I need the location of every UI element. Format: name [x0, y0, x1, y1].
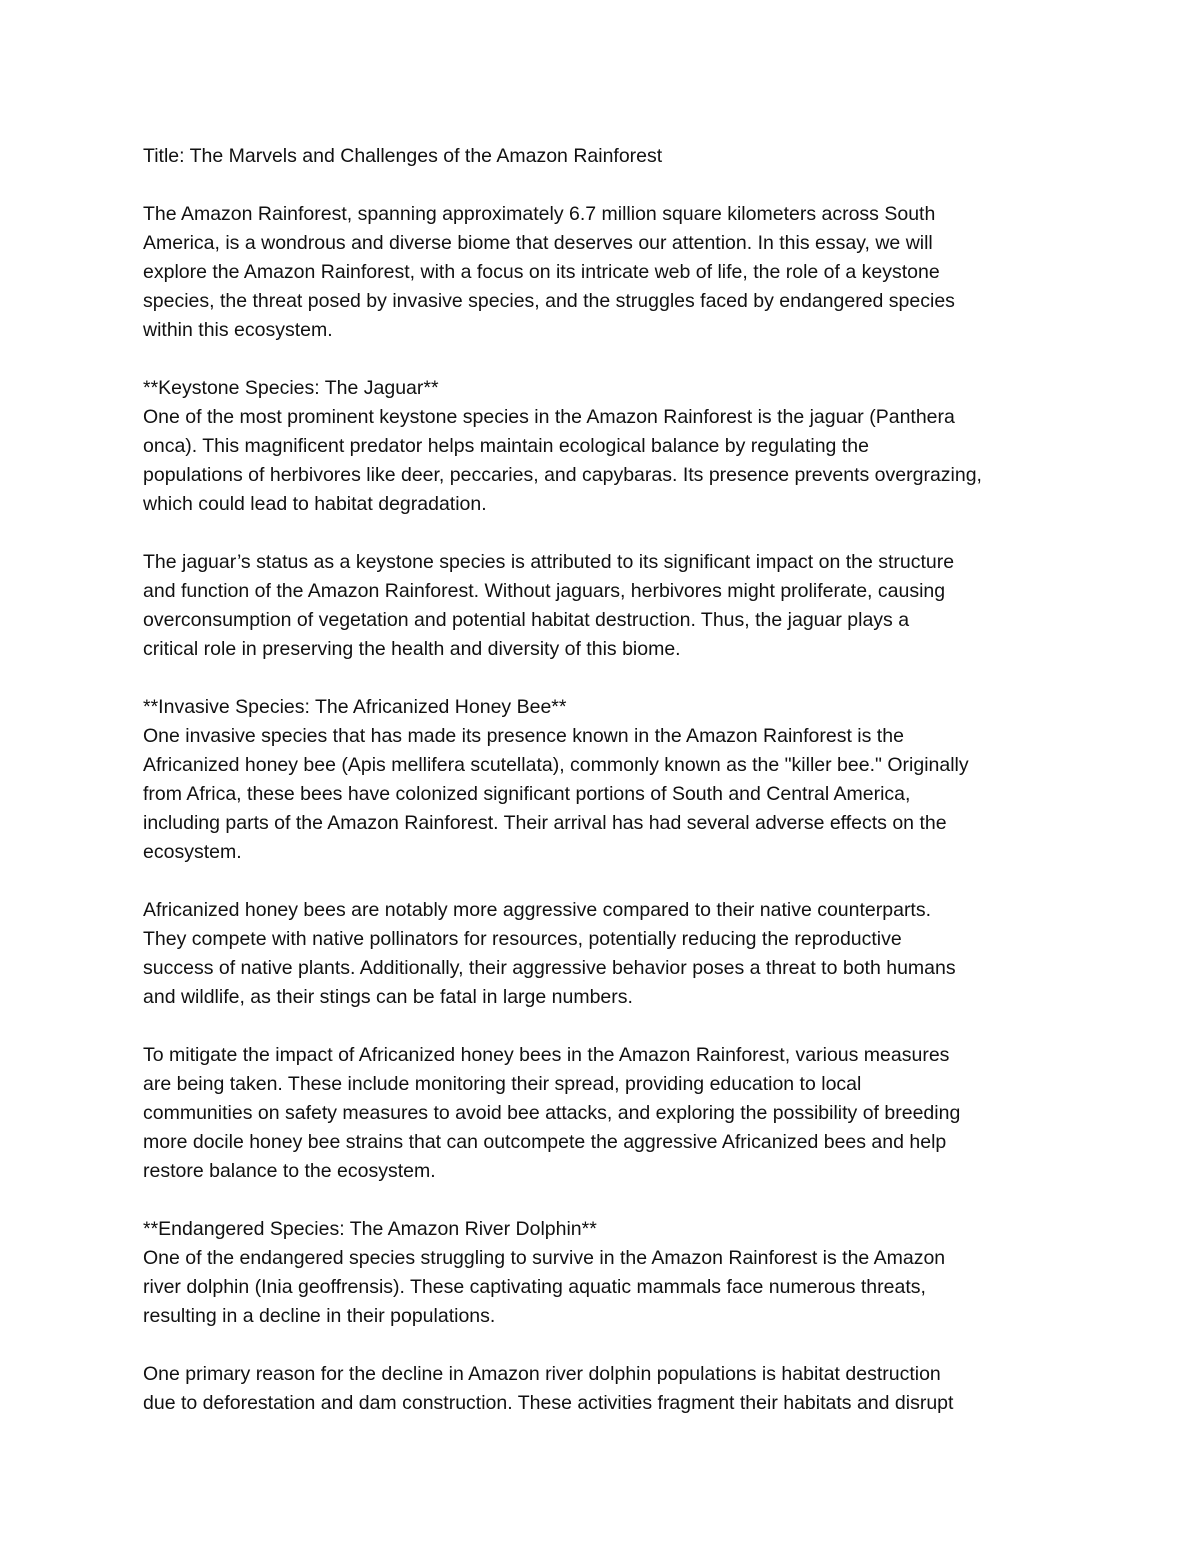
text-line: species, the threat posed by invasive species, and the struggles faced by endangered species [143, 290, 955, 312]
text-line: They compete with native pollinators for resources, potentially reducing the reproductive [143, 928, 902, 950]
text-line: onca). This magnificent predator helps maintain ecological balance by regulating the [143, 435, 869, 457]
text-line: and function of the Amazon Rainforest. Without jaguars, herbivores might proliferate, causing [143, 580, 946, 602]
keystone-paragraph-2 [143, 548, 1083, 664]
text-line: explore the Amazon Rainforest, with a focus on its intricate web of life, the role of a keystone [143, 261, 940, 283]
invasive-paragraph-2 [143, 896, 1083, 1012]
text-line: The Amazon Rainforest, spanning approximately 6.7 million square kilometers across South [143, 203, 936, 225]
text-line: Africanized honey bees are notably more aggressive compared to their native counterparts. [143, 899, 932, 921]
text-line: resulting in a decline in their populations. [143, 1305, 496, 1327]
text-line: overconsumption of vegetation and potential habitat destruction. Thus, the jaguar plays a [143, 609, 910, 631]
text-line: success of native plants. Additionally, their aggressive behavior poses a threat to both humans [143, 957, 956, 979]
endangered-paragraph-1 [143, 1215, 1083, 1331]
text-line: restore balance to the ecosystem. [143, 1160, 436, 1182]
text-line: ecosystem. [143, 841, 242, 863]
text-line: and wildlife, as their stings can be fatal in large numbers. [143, 986, 633, 1008]
text-line: One of the endangered species struggling to survive in the Amazon Rainforest is the Amazon [143, 1247, 946, 1269]
invasive-paragraph-1 [143, 693, 1083, 867]
section-heading: **Endangered Species: The Amazon River Dolphin** [143, 1218, 597, 1240]
text-line: One invasive species that has made its presence known in the Amazon Rainforest is the [143, 725, 904, 747]
invasive-paragraph-3 [143, 1041, 1083, 1186]
text-line: from Africa, these bees have colonized significant portions of South and Central America, [143, 783, 911, 805]
text-line: are being taken. These include monitoring their spread, providing education to local [143, 1073, 862, 1095]
text-line: America, is a wondrous and diverse biome that deserves our attention. In this essay, we will [143, 232, 933, 254]
section-heading: **Keystone Species: The Jaguar** [143, 377, 439, 399]
document-title [143, 142, 1083, 171]
section-heading: **Invasive Species: The Africanized Honey Bee** [143, 696, 567, 718]
text-line: Africanized honey bee (Apis mellifera scutellata), commonly known as the "killer bee." Originally [143, 754, 969, 776]
text-line: populations of herbivores like deer, peccaries, and capybaras. Its presence prevents overgrazing, [143, 464, 982, 486]
title-line: Title: The Marvels and Challenges of the Amazon Rainforest [143, 145, 663, 167]
intro-paragraph [143, 200, 1083, 345]
endangered-paragraph-2 [143, 1360, 1083, 1418]
keystone-paragraph-1 [143, 374, 1083, 519]
text-line: more docile honey bee strains that can outcompete the aggressive Africanized bees and help [143, 1131, 947, 1153]
document-body [143, 142, 1083, 1418]
text-line: critical role in preserving the health and diversity of this biome. [143, 638, 681, 660]
text-line: within this ecosystem. [143, 319, 333, 341]
text-line: To mitigate the impact of Africanized honey bees in the Amazon Rainforest, various measures [143, 1044, 950, 1066]
text-line: river dolphin (Inia geoffrensis). These captivating aquatic mammals face numerous threats, [143, 1276, 926, 1298]
text-line: including parts of the Amazon Rainforest. Their arrival has had several adverse effects on the [143, 812, 947, 834]
text-line: which could lead to habitat degradation. [143, 493, 487, 515]
text-line: One primary reason for the decline in Amazon river dolphin populations is habitat destruction [143, 1363, 941, 1385]
text-line: The jaguar’s status as a keystone species is attributed to its significant impact on the structure [143, 551, 955, 573]
text-line: due to deforestation and dam construction. These activities fragment their habitats and disrupt [143, 1392, 954, 1414]
text-line: One of the most prominent keystone species in the Amazon Rainforest is the jaguar (Panthera [143, 406, 955, 428]
text-line: communities on safety measures to avoid bee attacks, and exploring the possibility of breeding [143, 1102, 961, 1124]
